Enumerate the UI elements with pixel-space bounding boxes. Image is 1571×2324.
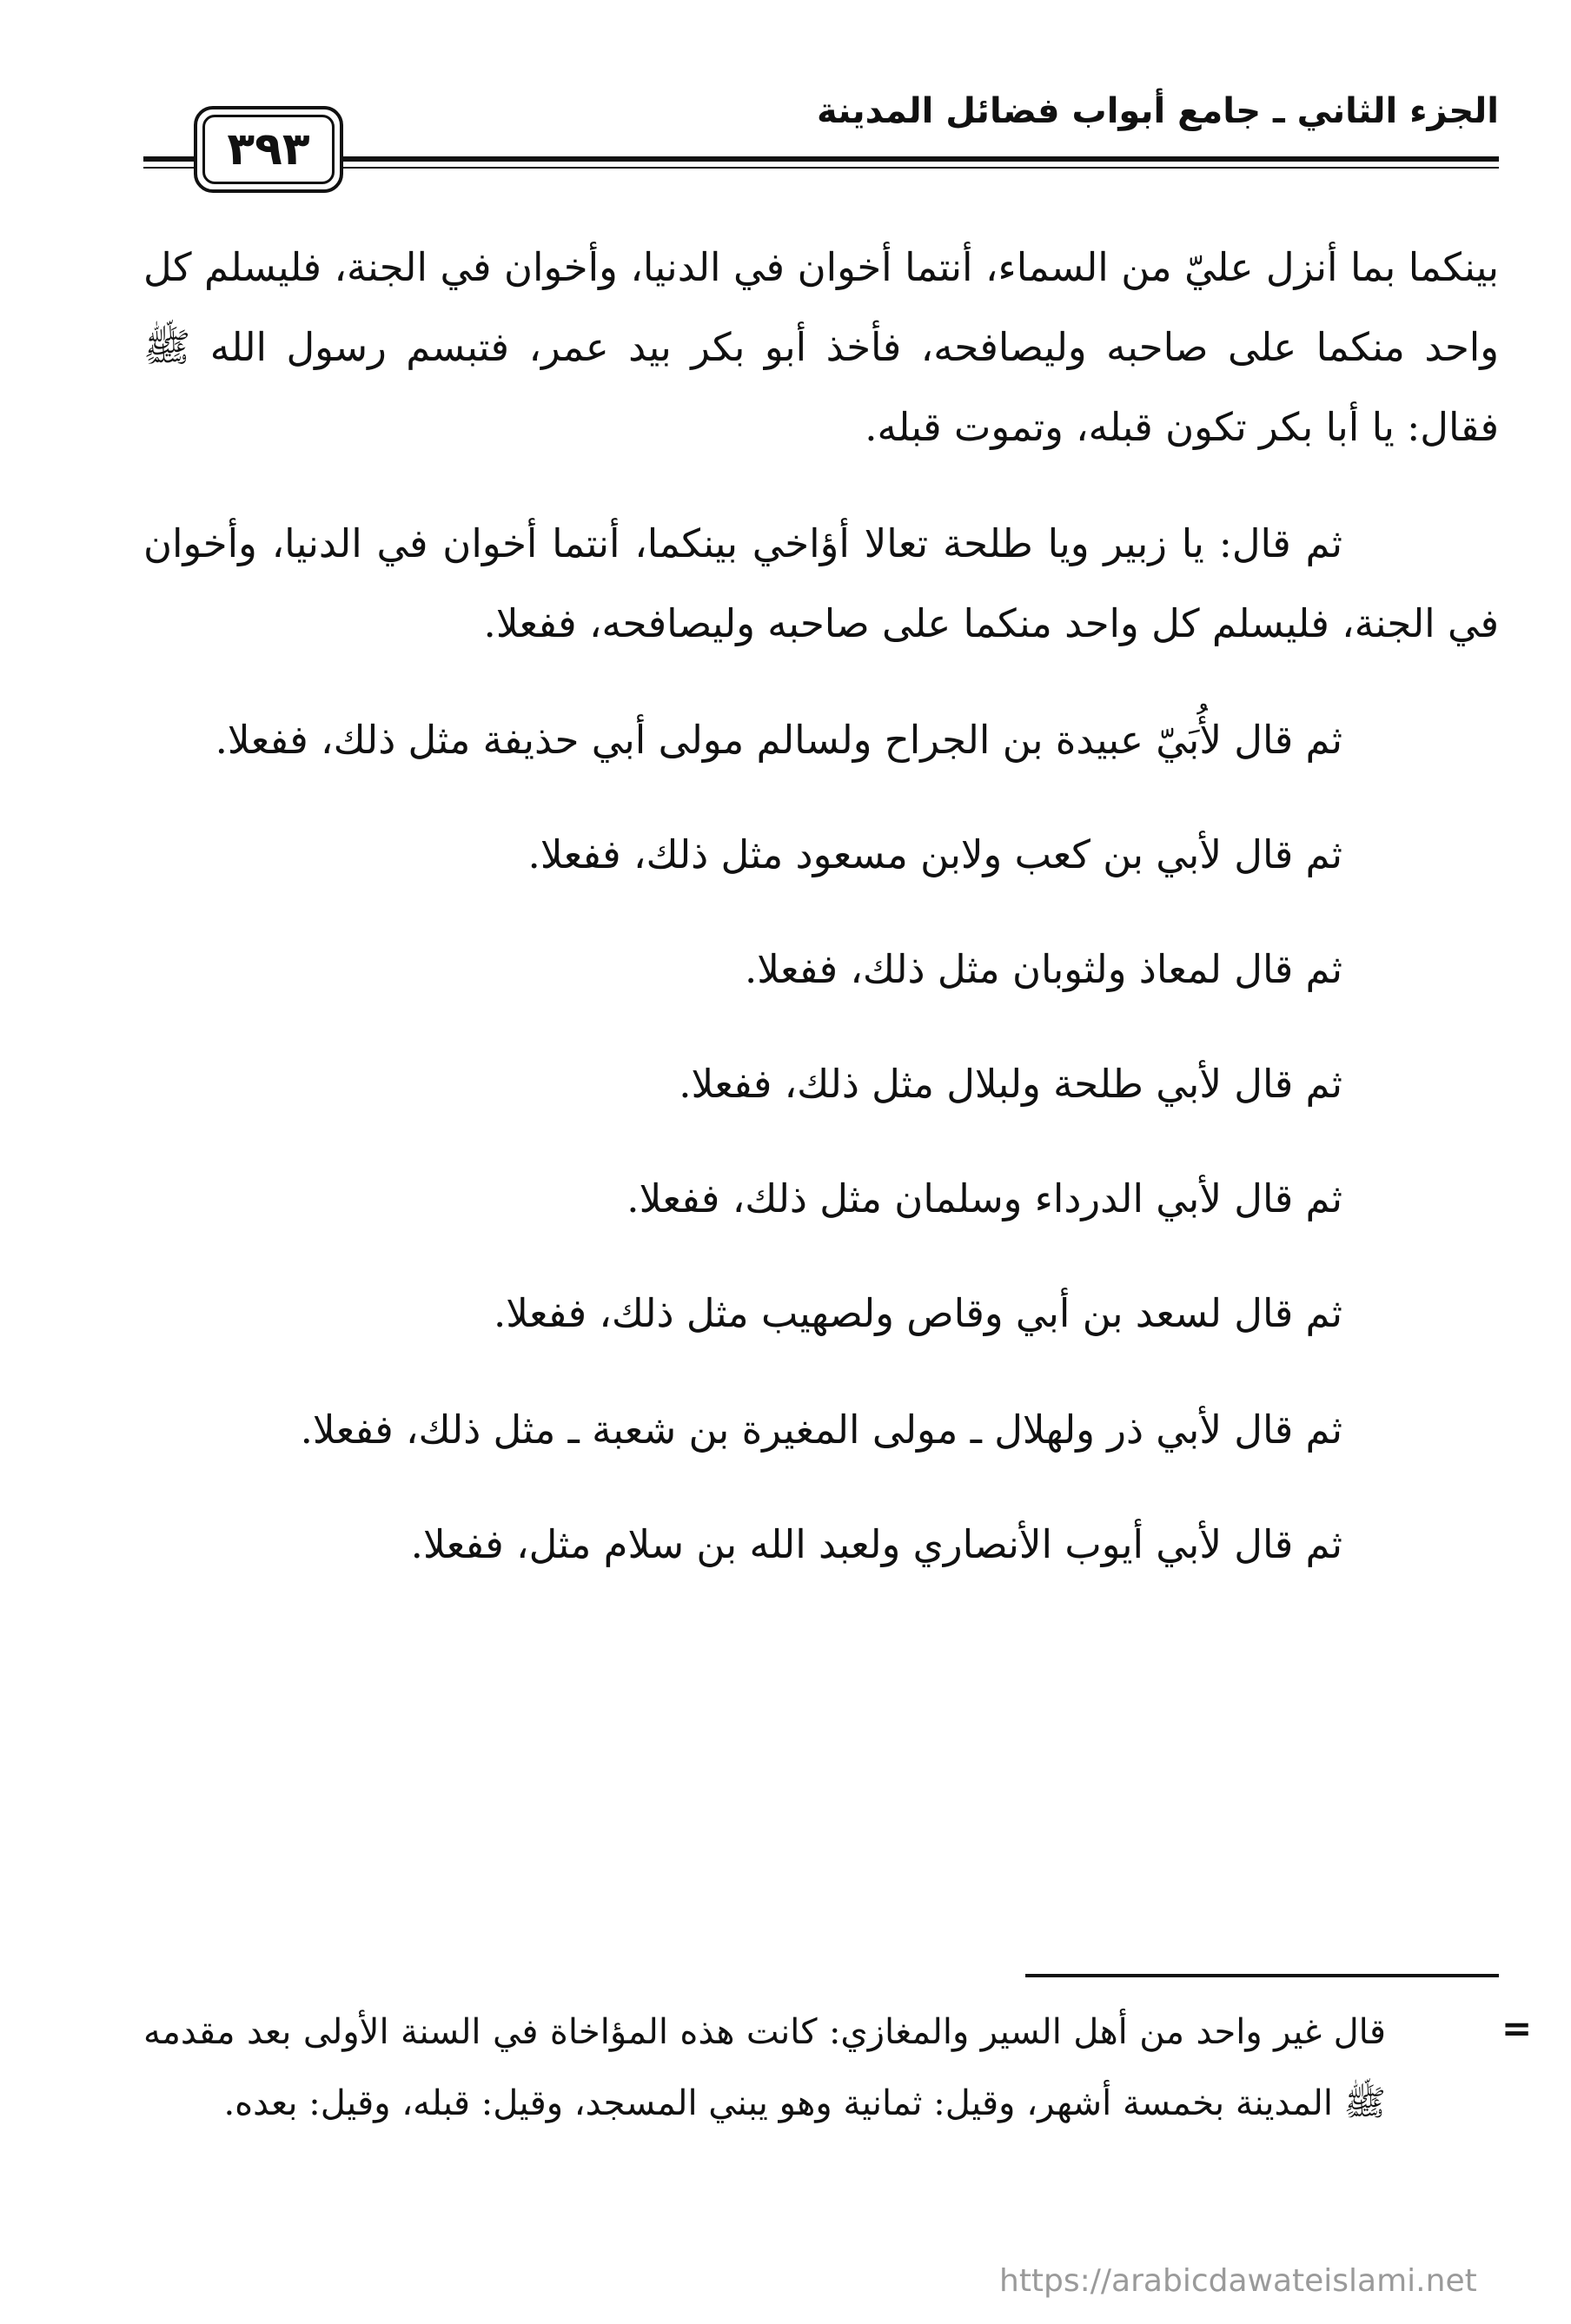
header-rule-thick	[143, 156, 1499, 162]
footnote-separator	[1025, 1974, 1499, 1977]
paragraph: ثم قال لسعد بن أبي وقاص ولصهيب مثل ذلك، ففعلا.	[493, 1290, 1342, 1336]
paragraph: ثم قال لأبي طلحة ولبلال مثل ذلك، ففعلا.	[679, 1061, 1342, 1107]
page-number-frame	[194, 106, 343, 193]
footnote-continuation-mark: =	[1501, 2007, 1533, 2049]
paragraph: ثم قال لأبي بن كعب ولابن مسعود مثل ذلك، ففعلا.	[527, 831, 1342, 877]
paragraph: ثم قال لأبي الدرداء وسلمان مثل ذلك، ففعلا.	[626, 1175, 1342, 1222]
paragraph: بينكما بما أنزل عليّ من السماء، أنتما أخوان في الدنيا، وأخوان في الجنة، فليسلم كل واحد منكما على صاحبه وليصافحه، فأخذ أبو بكر بيد عمر، فتبسم رسول الله ﷺ فقال: يا أبا بكر تكون قبله، وتموت قبله.	[143, 244, 1499, 450]
paragraph: ثم قال لأُبَيّ عبيدة بن الجراح ولسالم مولى أبي حذيفة مثل ذلك، ففعلا.	[215, 717, 1342, 763]
paragraph: ثم قال لأبي أيوب الأنصاري ولعبد الله بن سلام مثل، ففعلا.	[410, 1521, 1342, 1567]
running-title: الجزء الثاني ـ جامع أبواب فضائل المدينة	[817, 91, 1499, 131]
watermark-url: https://arabicdawateislami.net	[999, 2263, 1477, 2299]
footnote-text: قال غير واحد من أهل السير والمغازي: كانت هذه المؤاخاة في السنة الأولى بعد مقدمه ﷺ المدينة بخمسة أشهر، وقيل: ثمانية وهو يبني المسجد، وقيل: قبله، وقيل: بعده.	[143, 2012, 1386, 2123]
paragraph: ثم قال: يا زبير ويا طلحة تعالا أؤاخي بينكما، أنتما أخوان في الدنيا، وأخوان في الجنة، فليسلم كل واحد منكما على صاحبه وليصافحه، ففعلا.	[143, 520, 1499, 646]
paragraph: ثم قال لمعاذ ولثوبان مثل ذلك، ففعلا.	[744, 946, 1342, 992]
header-rule-thin	[143, 167, 1499, 169]
page-header	[143, 76, 1499, 207]
paragraph: ثم قال لأبي ذر ولهلال ـ مولى المغيرة بن شعبة ـ مثل ذلك، ففعلا.	[300, 1407, 1342, 1453]
page-number: ٣٩٣	[202, 115, 335, 184]
main-text	[143, 228, 1499, 1585]
